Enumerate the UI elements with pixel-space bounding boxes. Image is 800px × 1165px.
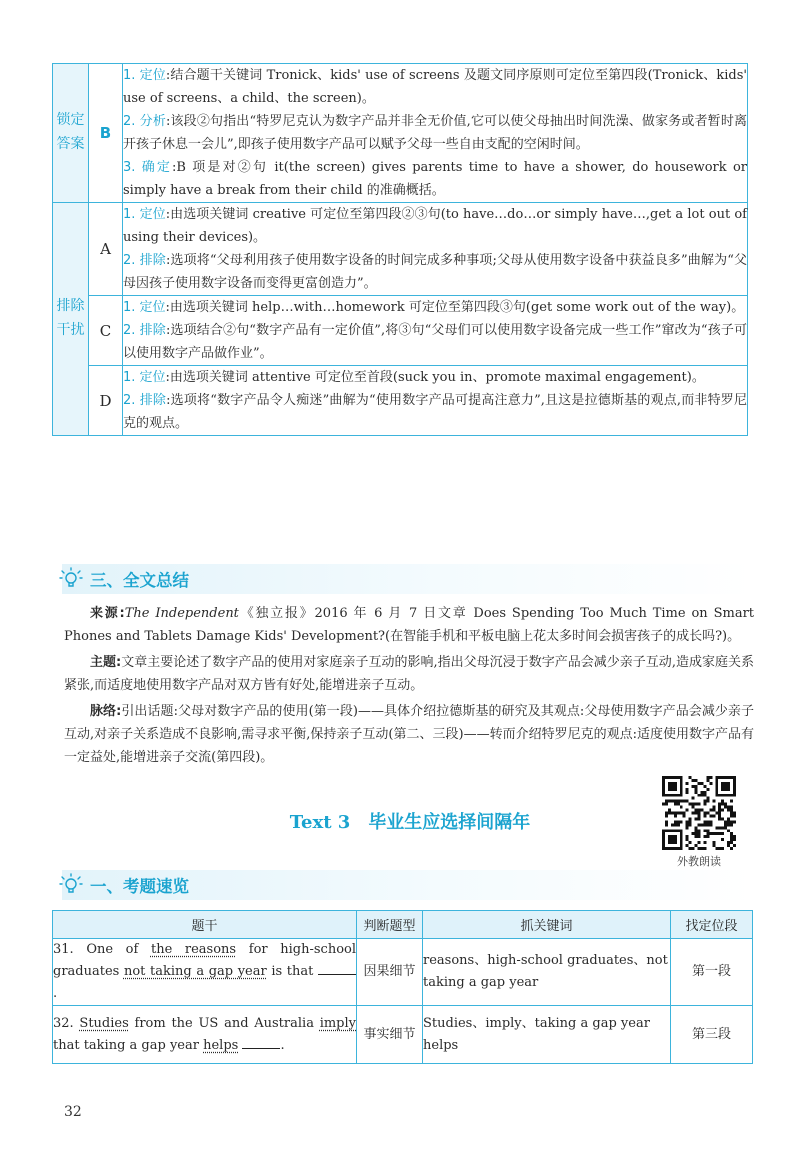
distractor-row-c xyxy=(53,296,748,366)
analysis-table xyxy=(52,63,748,436)
question-location: 第三段 xyxy=(671,1006,753,1064)
answer-blank xyxy=(318,963,356,975)
lock-answer-label: 锁定 答案 xyxy=(53,64,89,203)
option-c-explanation: 1. 定位:由选项关键词 help…with…homework 可定位至第四段③句(get some work out of the way)。 2. 排除:选项结合②句“数字产品有一定价值”,将③句“父母们可以使用数字设备完成一些工作”窜改为“孩子可以使用数字产品做作业”。 xyxy=(123,296,748,366)
answer-option: B xyxy=(89,64,123,203)
option-c: C xyxy=(89,296,123,366)
summary-theme: 主题:文章主要论述了数字产品的使用对家庭亲子互动的影响,指出父母沉浸于数字产品会减少亲子互动,造成家庭关系紧张,而适度地使用数字产品对双方皆有好处,能增进亲子互动。 xyxy=(64,655,755,693)
table-row xyxy=(53,1006,753,1064)
overview-heading xyxy=(62,870,752,900)
option-d-explanation: 1. 定位:由选项关键词 attentive 可定位至首段(suck you in、promote maximal engagement)。 2. 排除:选项将“数字产品令人痴迷”曲解为“使用数字产品可提高注意力”,且这是拉德斯基的观点,而非特罗尼克的观点。 xyxy=(123,366,748,436)
table-row xyxy=(53,939,753,1006)
question-keywords: reasons、high-school graduates、not taking a gap year xyxy=(423,939,671,1006)
lock-answer-row xyxy=(53,64,748,203)
text3-title: Text 3 毕业生应选择间隔年 xyxy=(289,812,531,833)
question-stem: 32. Studies from the US and Australia imply that taking a gap year helps . xyxy=(53,1006,357,1064)
header-location: 找定位段 xyxy=(671,911,753,939)
page-number: 32 xyxy=(64,1104,82,1120)
option-a-explanation: 1. 定位:由选项关键词 creative 可定位至第四段②③句(to have…do…or simply have…,get a lot out of using their devices)。 2. 排除:选项将“父母利用孩子使用数字设备的时间完成多种事项;父母从使用数字设备中获益良多”曲解为“父母因孩子使用数字设备而变得更富创造力”。 xyxy=(123,203,748,296)
question-stem: 31. One of the reasons for high-school graduates not taking a gap year is that . xyxy=(53,939,357,1006)
question-location: 第一段 xyxy=(671,939,753,1006)
answer-blank xyxy=(242,1037,280,1049)
summary-body xyxy=(64,602,754,772)
distractor-row-d xyxy=(53,366,748,436)
header-type: 判断题型 xyxy=(357,911,423,939)
option-a: A xyxy=(89,203,123,296)
question-type: 因果细节 xyxy=(357,939,423,1006)
answer-explanation: 1. 定位:结合题干关键词 Tronick、kids' use of screens 及题文同序原则可定位至第四段(Tronick、kids' use of screens、a child、the screen)。 2. 分析:该段②句指出“特罗尼克认为数字产品并非全无价值,它可以使父母抽出时间洗澡、做家务或者暂时离开孩子休息一会儿”,即孩子使用数字产品可以赋予父母一些自由支配的空闲时间。 3. 确定:B 项是对②句 it(the screen) gives parents time to have a shower, do housework or simply have a break from their child 的准确概括。 xyxy=(123,64,748,203)
qr-code-icon[interactable] xyxy=(662,776,736,850)
distractor-row-a xyxy=(53,203,748,296)
summary-title: 三、全文总结 xyxy=(90,571,189,590)
lightbulb-icon xyxy=(58,566,84,592)
question-keywords: Studies、imply、taking a gap year helps xyxy=(423,1006,671,1064)
summary-source: 来源:The Independent《独立报》2016 年 6 月 7 日文章 Does Spending Too Much Time on Smart Phones and Tablets Damage Kids' Development?(在智能手机和平板电脑上花太多时间会损害孩子的成长吗?)。 xyxy=(64,606,755,644)
summary-context: 脉络:引出话题:父母对数字产品的使用(第一段)——具体介绍拉德斯基的研究及其观点:父母使用数字产品会减少亲子互动,对亲子关系造成不良影响,需寻求平衡,保持亲子互动(第二、三段)——转而介绍特罗尼克的观点:适度使用数字产品有一定益处,能增进亲子交流(第四段)。 xyxy=(64,704,754,765)
lightbulb-icon xyxy=(58,872,84,898)
question-overview-table xyxy=(52,910,753,1064)
table-header-row xyxy=(53,911,753,939)
option-d: D xyxy=(89,366,123,436)
overview-title: 一、考题速览 xyxy=(90,877,189,896)
exclude-distractor-label: 排除 干扰 xyxy=(53,203,89,436)
question-type: 事实细节 xyxy=(357,1006,423,1064)
header-stem: 题干 xyxy=(53,911,357,939)
header-keywords: 抓关键词 xyxy=(423,911,671,939)
qr-caption: 外教朗读 xyxy=(677,855,721,868)
summary-heading xyxy=(62,564,752,594)
